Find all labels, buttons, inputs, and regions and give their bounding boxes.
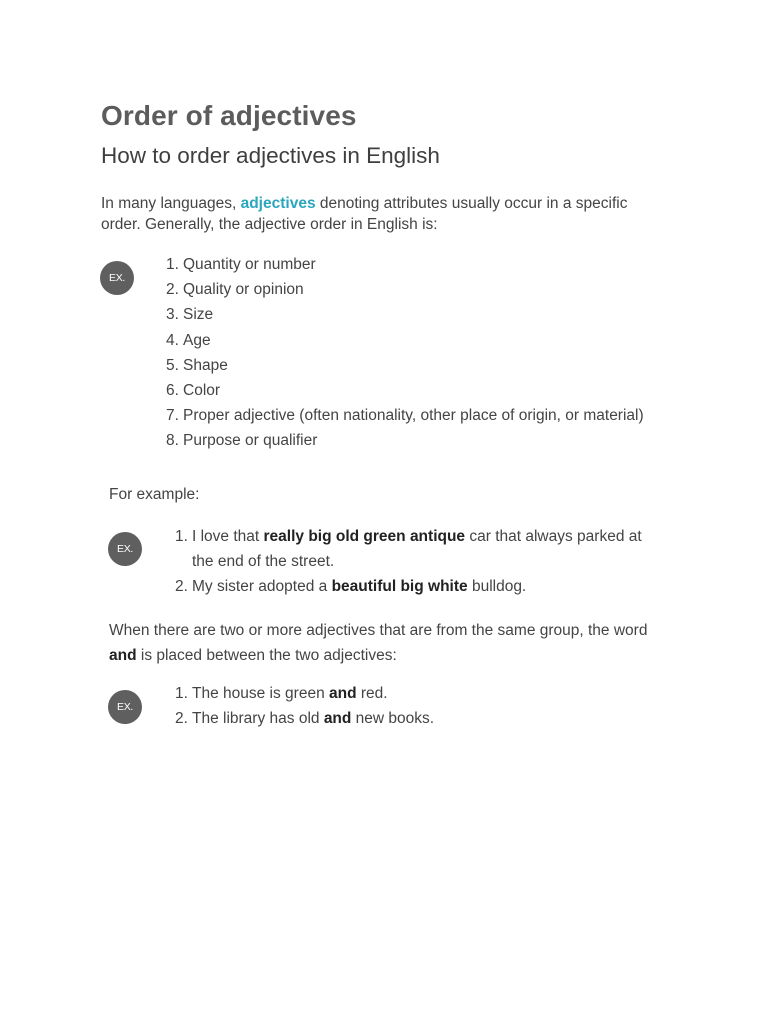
list-item-number: 3. [166,306,179,324]
list-item-number: 4. [166,331,179,349]
sentence-bold: and [329,685,357,702]
list-item-text: Age [183,331,211,349]
sentence-bold: beautiful big white [331,578,468,595]
list-item [166,406,666,431]
intro-text-before: In many languages, [101,195,241,212]
adjective-order-list [166,255,666,457]
page-subtitle: How to order adjectives in English [101,143,440,168]
example-badge-icon: EX. [100,261,134,295]
list-item-text: Purpose or qualifier [183,432,318,450]
list-item-number: 6. [166,381,179,399]
note-text: When there are two or more adjectives that are from the same group, the word [109,622,648,639]
list-item [166,280,666,305]
list-item-number: 1. [175,685,188,702]
example-badge-icon: EX. [108,532,142,566]
list-item-number: 2. [175,710,188,727]
example-label: For example: [109,486,200,503]
list-item [166,356,666,381]
list-item [175,681,655,706]
note-bold: and [109,647,137,664]
list-item-number: 1. [175,528,188,545]
and-example-list [175,681,655,731]
list-item-number: 7. [166,407,179,425]
sentence-text: bulldog. [467,578,527,595]
list-item-text: Proper adjective (often nationality, other place of origin, or material) [183,407,644,425]
list-item [166,431,666,456]
sentence-text: The house is green [192,685,330,702]
note-text: is placed between the two adjectives: [136,647,397,664]
intro-text-after: denoting attributes usually occur in a specific order. Generally, the adjective order in English is: [101,195,628,233]
sentence-bold: and [323,710,352,727]
same-group-note [109,618,669,668]
list-item [175,574,655,599]
list-item-number: 1. [166,256,179,273]
list-item-text: Color [183,381,221,399]
example-sentence-list [175,524,655,599]
list-item-text: Shape [183,356,228,374]
list-item-text: Quality or opinion [183,281,304,299]
list-item [175,524,655,574]
adjectives-link[interactable]: adjectives [240,195,316,212]
page-title: Order of adjectives [101,100,357,131]
list-item-number: 2. [166,281,179,299]
sentence-text: red. [356,685,388,702]
list-item-number: 8. [166,432,179,450]
list-item [175,706,655,731]
list-item [166,331,666,356]
list-item-text: Size [183,306,214,324]
sentence-bold: really big old green antique [263,528,466,545]
list-item [166,255,666,280]
sentence-text: The library has old [192,710,324,727]
list-item [166,381,666,406]
sentence-text: I love that [192,528,264,545]
sentence-text: new books. [351,710,435,727]
example-badge-icon: EX. [108,690,142,724]
list-item-text: Quantity or number [183,256,316,273]
intro-paragraph [101,193,641,235]
list-item-number: 5. [166,356,179,374]
list-item [166,305,666,330]
sentence-text: My sister adopted a [192,578,332,595]
sentence-text: car that always parked at the end of the street. [192,528,642,570]
list-item-number: 2. [175,578,188,595]
